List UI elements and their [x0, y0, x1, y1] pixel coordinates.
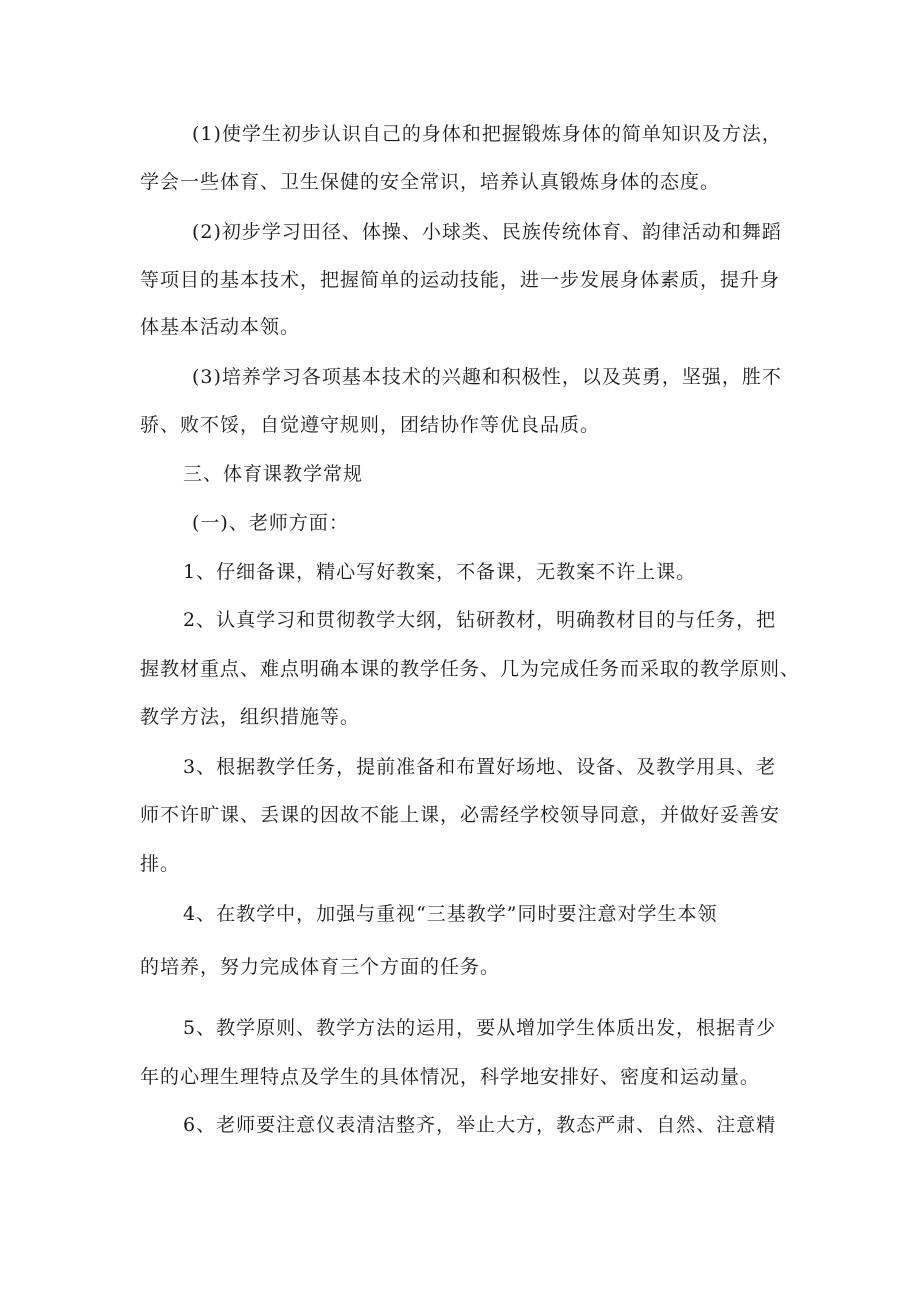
text-line: 握教材重点、难点明确本课的教学任务、几为完成任务而采取的教学原则、	[140, 658, 801, 680]
text-line: 骄、败不馁，自觉遵守规则，团结协作等优良品质。	[140, 414, 601, 436]
text-line: 等项目的基本技术，把握简单的运动技能，进一步发展身体素质，提升身	[140, 269, 781, 291]
text-line: (1)使学生初步认识自己的身体和把握锻炼身体的简单知识及方法，	[192, 123, 782, 145]
text-line: (2)初步学习田径、体操、小球类、民族传统体育、韵律活动和舞蹈	[192, 221, 782, 243]
text-line: 3、根据教学任务，提前准备和布置好场地、设备、及教学用具、老	[183, 756, 777, 778]
text-line: 5、教学原则、教学方法的运用，要从增加学生体质出发，根据青少	[183, 1017, 777, 1039]
text-line: 排。	[140, 853, 181, 875]
text-line: 体基本活动本领。	[140, 316, 301, 338]
text-line: 4、在教学中，加强与重视“三基教学”同时要注意对学生本领	[183, 903, 718, 925]
text-line: 的培养，努力完成体育三个方面的任务。	[140, 956, 501, 978]
text-line: 教学方法，组织措施等。	[140, 706, 361, 728]
text-line: 1、仔细备课，精心写好教案，不备课，无教案不许上课。	[183, 561, 697, 583]
section-heading: 三、体育课教学常规	[183, 463, 364, 485]
text-line: 6、老师要注意仪表清洁整齐，举止大方，教态严肃、自然、注意精	[183, 1114, 777, 1136]
text-line: 学会一些体育、卫生保健的安全常识，培养认真锻炼身体的态度。	[140, 171, 721, 193]
text-line: 2、认真学习和贯彻教学大纲，钻研教材，明确教材目的与任务，把	[183, 609, 777, 631]
text-line: 年的心理生理特点及学生的具体情况，科学地安排好、密度和运动量。	[140, 1066, 761, 1088]
subsection-heading: (一)、老师方面：	[192, 512, 349, 534]
text-line: 师不许旷课、丢课的因故不能上课，必需经学校领导同意，并做好妥善安	[140, 804, 781, 826]
text-line: (3)培养学习各项基本技术的兴趣和积极性，以及英勇，坚强，胜不	[192, 366, 782, 388]
